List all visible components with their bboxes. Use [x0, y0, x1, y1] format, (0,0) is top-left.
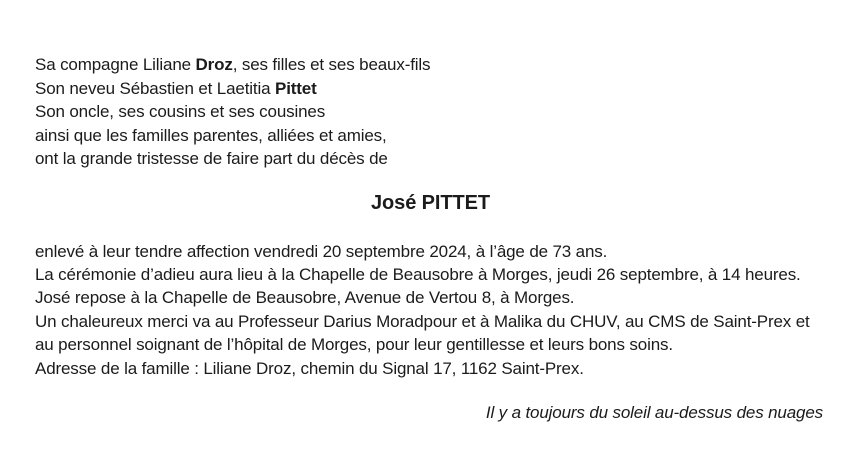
intro-line: ainsi que les familles parentes, alliées et amies,: [35, 125, 387, 145]
body-line: La cérémonie d’adieu aura lieu à la Chapelle de Beausobre à Morges, jeudi 26 septembre, à 14 heures.: [35, 264, 801, 284]
intro-line: Sa compagne Liliane Droz, ses filles et ses beaux-fils: [35, 55, 431, 74]
epitaph-quote: Il y a toujours du soleil au-dessus des nuages: [485, 402, 823, 422]
body-line: enlevé à leur tendre affection vendredi 20 septembre 2024, à l’âge de 73 ans.: [35, 241, 608, 261]
body-line: José repose à la Chapelle de Beausobre, Avenue de Vertou 8, à Morges.: [35, 288, 575, 308]
body-paragraph: [35, 240, 833, 380]
family-surname-bold: Pittet: [275, 78, 317, 98]
body-line: Un chaleureux merci va au Professeur Darius Moradpour et à Malika du CHUV, au CMS de Saint-Prex et: [35, 311, 810, 331]
intro-line: Son neveu Sébastien et Laetitia Pittet: [35, 78, 317, 98]
intro-line: Son oncle, ses cousins et ses cousines: [35, 102, 326, 121]
family-surname-bold: Droz: [195, 55, 233, 74]
deceased-name: José PITTET: [371, 191, 490, 214]
intro-paragraph: [35, 53, 823, 171]
intro-line: ont la grande tristesse de faire part du décès de: [35, 149, 388, 168]
body-line: Adresse de la famille : Liliane Droz, chemin du Signal 17, 1162 Saint-Prex.: [35, 358, 584, 378]
body-line: au personnel soignant de l’hôpital de Morges, pour leur gentillesse et leurs bons soins.: [35, 335, 673, 355]
